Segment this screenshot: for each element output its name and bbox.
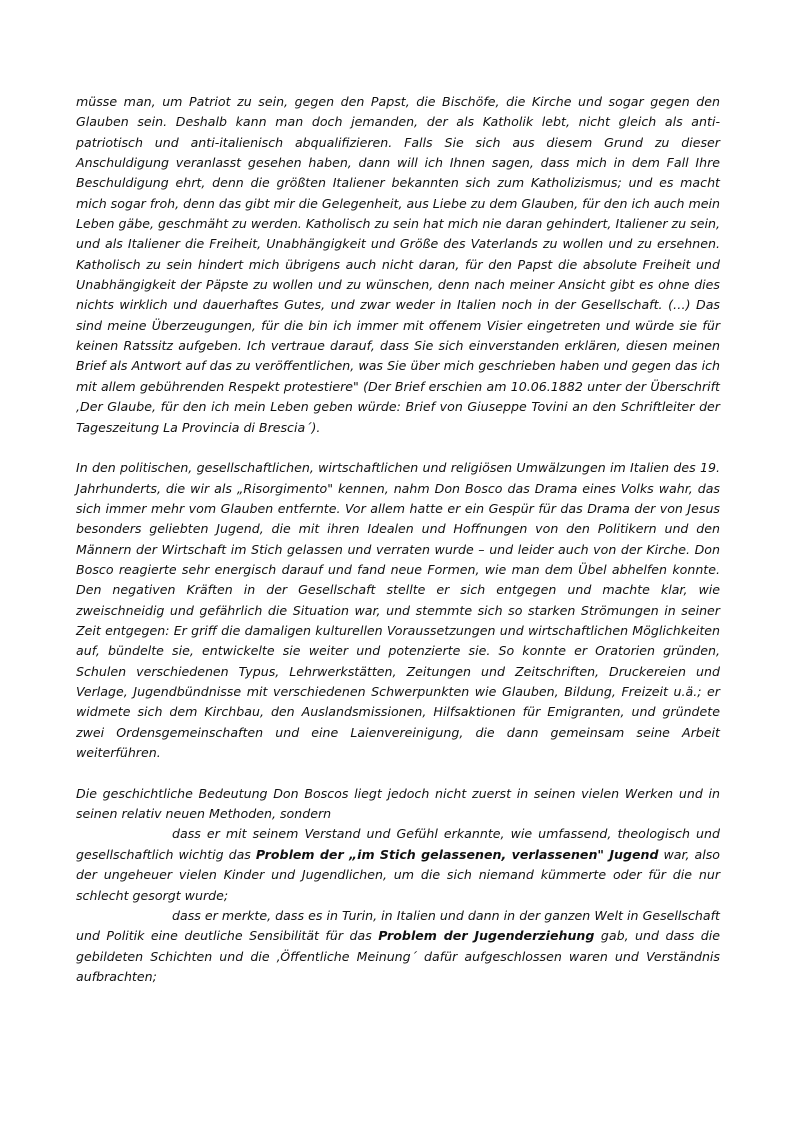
point-abandoned-youth <box>76 824 720 905</box>
point-youth-education-text-end: gab, und dass die gebildeten Schichten und die ‚Öffentliche Meinung´ dafür aufgeschlossen waren und Verständnis aufbrachten; <box>76 928 720 984</box>
point-abandoned-youth-text-start: dass er mit seinem Verstand und Gefühl erkannte, wie umfassend, theologisch und gesellschaftlich wichtig das <box>76 826 720 862</box>
paragraph-historical-significance: Die geschichtliche Bedeutung Don Boscos liegt jedoch nicht zuerst in seinen vielen Werken und in seinen relativ neuen Methoden, sondern <box>76 785 720 822</box>
document-page <box>76 92 720 987</box>
point-youth-education <box>76 906 720 987</box>
paragraph-risorgimento: In den politischen, gesellschaftlichen, wirtschaftlichen und religiösen Umwälzungen im Italien des 19. Jahrhunderts, die wir als „Risorgimento" kennen, nahm Don Bosco das Drama eines Volks wahr, das sich immer mehr vom Glauben entfernte. Vor allem hatte er ein Gespür für das Drama der von Jesus besonders geliebten Jugend, die mit ihren Idealen und Hoffnungen von den Politikern und den Männern der Wirtschaft im Stich gelassen und verraten wurde – und leider auch von der Kirche. Don Bosco reagierte sehr energisch darauf und fand neue Formen, wie man dem Übel abhelfen konnte. Den negativen Kräften in der Gesellschaft stellte er sich entgegen und machte klar, wie zweischneidig und gefährlich die Situation war, und stemmte sich so starken Strömungen in seiner Zeit entgegen: Er griff die damaligen kulturellen Voraussetzungen und wirtschaftlichen Möglichkeiten auf, bündelte sie, entwickelte sie weiter und potenzierte sie. So konnte er Oratorien gründen, Schulen verschiedenen Typus, Lehrwerkstätten, Zeitungen und Zeitschriften, Druckereien und Verlage, Jugendbündnisse mit verschiedenen Schwerpunkten wie Glauben, Bildung, Freizeit u.ä.; er widmete sich dem Kirchbau, den Auslandsmissionen, Hilfsaktionen für Emigranten, und gründete zwei Ordensgemeinschaften und eine Laienvereinigung, die dann gemeinsam seine Arbeit weiterführen. <box>76 460 720 761</box>
emphasis-youth-education: Problem der Jugenderziehung <box>378 928 595 944</box>
emphasis-abandoned-youth: Problem der „im Stich gelassenen, verlassenen" Jugend <box>255 846 659 862</box>
point-abandoned-youth-text-end: war, also der ungeheuer vielen Kinder und Jugendlichen, um die sich niemand kümmerte oder für die nur schlecht gesorgt wurde; <box>76 846 721 903</box>
point-youth-education-text-start: dass er merkte, dass es in Turin, in Italien und dann in der ganzen Welt in Gesellschaft und Politik eine deutliche Sensibilität für das <box>76 907 720 944</box>
paragraph-tovini-letter: müsse man, um Patriot zu sein, gegen den Papst, die Bischöfe, die Kirche und sogar gegen den Glauben sein. Deshalb kann man doch jemanden, der als Katholik lebt, nicht gleich als anti-patriotisch und anti-italienisch abqualifizieren. Falls Sie sich aus diesem Grund zu dieser Anschuldigung veranlasst gesehen haben, dann will ich Ihnen sagen, dass mich in dem Fall Ihre Beschuldigung ehrt, denn die größten Italiener bekannten sich zum Katholizismus; und es macht mich sogar froh, denn das gibt mir die Gelegenheit, aus Liebe zu dem Glauben, für den ich auch mein Leben gäbe, geschmäht zu werden. Katholisch zu sein hat mich nie daran gehindert, Italiener zu sein, und als Italiener die Freiheit, Unabhängigkeit und Größe des Vaterlands zu wollen und zu ersehnen. Katholisch zu sein hindert mich übrigens auch nicht daran, für den Papst die absolute Freiheit und Unabhängigkeit der Päpste zu wollen und zu wünschen, denn nach meiner Ansicht gibt es ohne dies nichts wirklich und dauerhaftes Gutes, und zwar weder in Italien noch in der Gesellschaft. (…) Das sind meine Überzeugungen, für die bin ich immer mit offenem Visier eingetreten und würde sie für keinen Ratssitz aufgeben. Ich vertraue darauf, dass Sie sich einverstanden erklären, diesen meinen Brief als Antwort auf das zu veröffentlichen, was Sie über mich geschrieben haben und gegen das ich mit allem gebührenden Respekt protestiere" (Der Brief erschien am 10.06.1882 unter der Überschrift ‚Der Glaube, für den ich mein Leben geben würde: Brief von Giuseppe Tovini an den Schriftleiter der Tageszeitung La Provincia di Brescia´). <box>76 94 720 435</box>
